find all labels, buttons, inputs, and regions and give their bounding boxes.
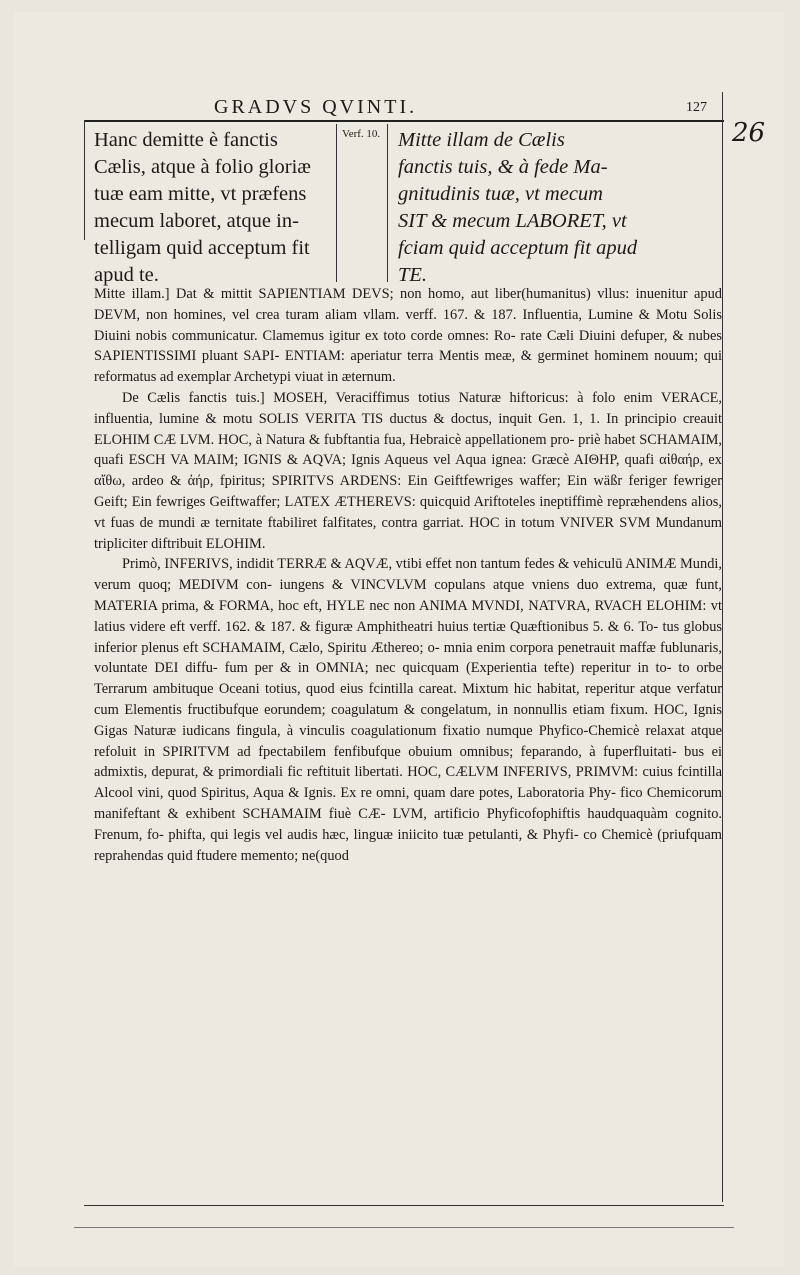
commentary-paragraph: Mitte illam.] Dat & mittit SAPIENTIAM DEVS; non homo, aut liber(humanitus) vllus: inuenitur apud DEVM, non homines, vel crea turam aliam vllam. verff. 167. & 187. Influentia, Lumine & Motu Solis Diuini nobis communicatur. Clamemus igitur ex toto corde omnes: Ro- rate Cæli Diuini defuper, & nubes SAPIENTISSIMI pluant SAPI- ENTIAM: aperiatur terra Mentis meæ, & germinet hominem nouum; qui reformatus ad exemplar Archetypi viuat in æternum.: [94, 286, 722, 386]
vulgate-line: Mitte illam de Cælis: [398, 129, 565, 151]
right-frame-rule: [722, 92, 723, 1202]
commentary-paragraph: De Cælis fanctis tuis.] MOSEH, Veraciffimus totius Naturæ hiftoricus: à folo enim VERACE, influentia, lumine & motu SOLIS VERITA TIS ductus & doctus, inquit Gen. 1, 1. In principio creauit ELOHIM CÆ LVM. HOC, à Natura & fubftantia fua, Hebraicè appellationem pro- priè habet SCHAMAIM, quafi ESCH VA MAIM; IGNIS & AQVA; Ignis Aqueus vel Aqua ignea: Græcè AIΘHP, quafi αἰθαήρ, ex αἴθω, ardeo & ἀήρ, fpiritus; SPIRITVS ARDENS: Ein Geiftfewriges waffer; Ein wäßr feriger fewriger Geift; Ein fewriges Geiftwaffer; LATEX ÆTHEREVS: quicquid Ariftoteles ineptiffimè repræhendens alios, vt fuas de mundi æ ternitate ftabiliret falfitates, contra garriat. HOC in totum VNIVER SVM Mundanum tripliciter diftribuit ELOHIM.: [94, 389, 722, 552]
footer-rule: [84, 1205, 724, 1206]
latin-line: apud te.: [94, 264, 159, 286]
footer-rule-outer: [74, 1227, 734, 1228]
commentary-text: [94, 284, 722, 866]
vulgate-line: SIT & mecum LABORET, vt: [398, 210, 627, 232]
margin-note: 26: [732, 118, 766, 148]
vulgate-line: TE.: [398, 264, 428, 286]
book-page: [14, 12, 784, 1267]
latin-verse-column: [94, 127, 334, 289]
latin-line: Hanc demitte è fanctis: [94, 129, 278, 151]
vulgate-line: gnitudinis tuæ, vt mecum: [398, 183, 603, 205]
latin-line: Cælis, atque à folio gloriæ: [94, 156, 311, 178]
left-frame-rule: [84, 120, 85, 240]
running-title: GRADVS QVINTI.: [214, 96, 418, 118]
column-divider: [387, 124, 388, 282]
page-number: 127: [686, 100, 707, 115]
latin-line: telligam quid acceptum fit: [94, 237, 310, 259]
vulgate-line: fanctis tuis, & à fede Ma-: [398, 156, 608, 178]
latin-line: tuæ eam mitte, vt præfens: [94, 183, 307, 205]
column-divider: [336, 124, 337, 282]
vulgate-verse-column: [398, 127, 718, 289]
header-rule: [84, 120, 724, 122]
commentary-paragraph: Primò, INFERIVS, indidit TERRÆ & AQVÆ, vtibi effet non tantum fedes & vehiculū ANIMÆ Mundi, verum quoq; MEDIVM con- iungens & VINCVLVM copulans atque vniens duo extrema, quæ funt, MATERIA prima, & FORMA, hoc eft, HYLE nec non ANIMA MVNDI, NATVRA, RVACH ELOHIM: vt latius videre eft verff. 162. & 187. & figuræ Amphitheatri huius tertiæ Quæftionibus 5. & 6. To- tus globus inferior plenus eft SCHAMAIM, Cælo, Spiritu Æthereo; o- mnia enim corpora penetrauit maffæ fublunaris, voluntate DEI diffu- fum per & in OMNIA; nec quicquam (Experientia tefte) reperitur in to- to orbe Terrarum ambituque Oceani totius, quod eius fcintilla careat. Mixtum hic habitat, reperitur atque verfatur cum Elementis fructibufque eorundem; coagulatum & congelatum, in nonnullis etiam fixum. HOC, Ignis Gigas Naturæ iudicans fingula, à vinculis coagulationum fixatio numque Phyfico-Chemicè relaxat atque refoluit in SPIRITVM ad fpectabilem fenfibufque obuium omnibus; feparando, à fuperfluitati- bus ei admixtis, depurat, & primordiali fic reftituit libertati. HOC, CÆLVM INFERIVS, PRIMVM: cuius fcintilla Alcool vini, quod Spiritus, Aqua & Ignis. Ex re omni, quam dare potes, Laboratoria Phy- fico Chemicorum manifeftant & exhibent SCHAMAIM fiuè CÆ- LVM, artificio Phyficofophiftis haudquaquàm cognito. Frenum, fo- phifta, qui legis vel audis hæc, linguæ iniicito tuæ petulanti, & Phyfi- co Chemicè (priufquam reprahendas quid ftudere memento; ne(quod: [94, 556, 722, 864]
latin-line: mecum laboret, atque in-: [94, 210, 299, 232]
vulgate-line: fciam quid acceptum fit apud: [398, 237, 638, 259]
verse-number: Verf. 10.: [342, 128, 381, 140]
